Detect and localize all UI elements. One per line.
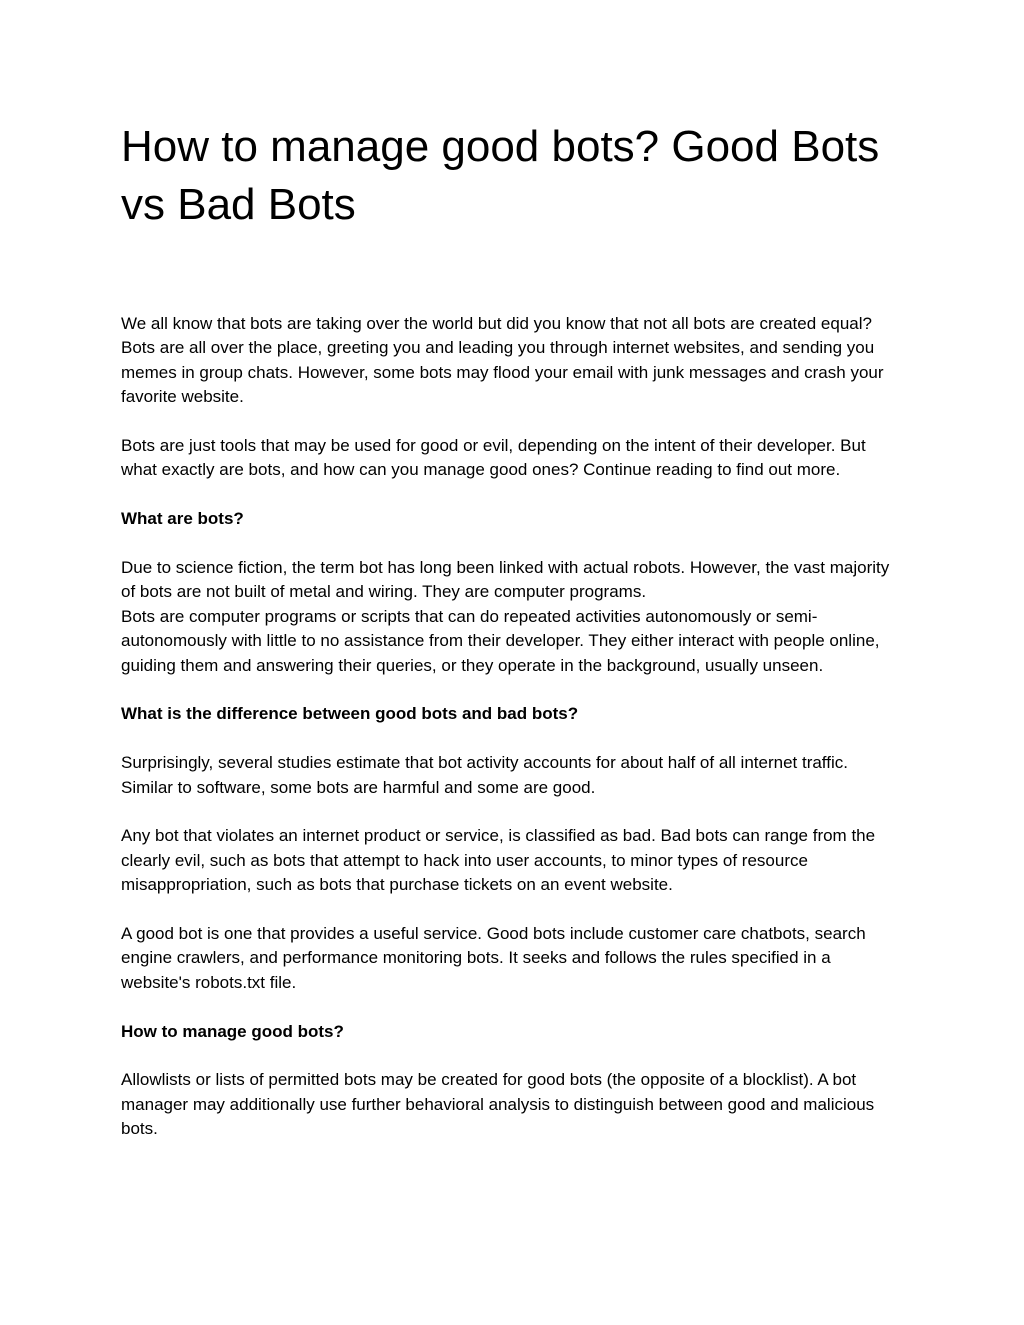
section-heading-manage-good-bots: How to manage good bots? — [121, 1021, 344, 1041]
paragraph-gap — [121, 727, 897, 751]
page-title: How to manage good bots? Good Bots vs Bad Bots — [121, 122, 880, 229]
paragraph-gap — [121, 410, 897, 434]
paragraph-gap — [121, 532, 897, 556]
paragraph-gap — [121, 1044, 897, 1068]
body-paragraph: Any bot that violates an internet product or service, is classified as bad. Bad bots can range from the clearly evil, such as bots that attempt to hack into user accounts, to minor types of resource misappropriation, such as bots that purchase tickets on an event website. — [121, 826, 876, 895]
body-paragraph: Surprisingly, several studies estimate that bot activity accounts for about half of all internet traffic. Similar to software, some bots are harmful and some are good. — [121, 753, 848, 797]
body-paragraph: Bots are computer programs or scripts that can do repeated activities autonomously or semi-autonomously with little to no assistance from their developer. They either interact with people online, guiding them and answering their queries, or they operate in the background, usually unseen. — [121, 606, 880, 675]
body-paragraph: Allowlists or lists of permitted bots may be created for good bots (the opposite of a blocklist). A bot manager may additionally use further behavioral analysis to distinguish between good and malicious bots. — [121, 1070, 875, 1139]
section-heading-difference: What is the difference between good bots and bad bots? — [121, 704, 579, 724]
paragraph-gap — [121, 800, 897, 824]
paragraph-gap — [121, 483, 897, 507]
document-header — [121, 118, 897, 234]
section-heading-what-are-bots: What are bots? — [121, 509, 244, 529]
intro-paragraph: Bots are just tools that may be used for good or evil, depending on the intent of their developer. But what exactly are bots, and how can you manage good ones? Continue reading to find out more. — [121, 436, 866, 480]
paragraph-gap — [121, 678, 897, 702]
body-paragraph: A good bot is one that provides a useful service. Good bots include customer care chatbots, search engine crawlers, and performance monitoring bots. It seeks and follows the rules specified in a website's robots.txt file. — [121, 924, 866, 992]
intro-paragraph: We all know that bots are taking over the world but did you know that not all bots are created equal? Bots are all over the place, greeting you and leading you through internet websites, and sending you memes in group chats. However, some bots may flood your email with junk messages and crash your favorite website. — [121, 314, 884, 407]
paragraph-gap — [121, 995, 897, 1019]
paragraph-gap — [121, 898, 897, 922]
body-paragraph: Due to science fiction, the term bot has long been linked with actual robots. However, the vast majority of bots are not built of metal and wiring. They are computer programs. — [121, 558, 890, 602]
document-body — [121, 312, 897, 1142]
